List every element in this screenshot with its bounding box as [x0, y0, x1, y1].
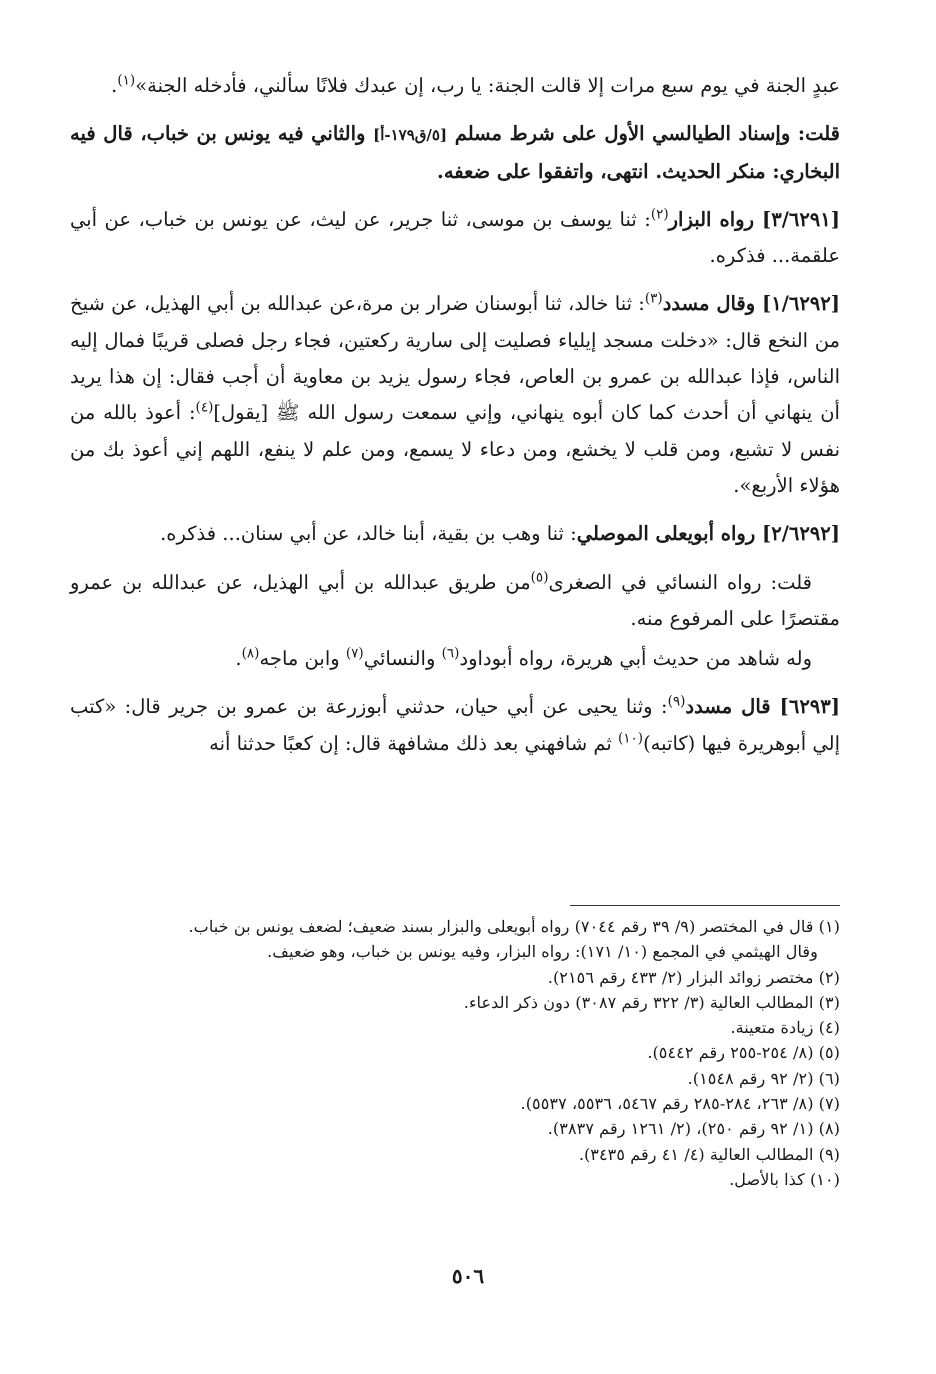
hadith-6293 — [70, 689, 840, 762]
hadith-6291-3 — [70, 202, 840, 275]
footnote: (٧) (٨/ ٢٦٣، ٢٨٤-٢٨٥ رقم ٥٤٦٧، ٥٥٣٦، ٥٥٣٧). — [520, 1094, 840, 1114]
paragraph-1 — [70, 68, 840, 104]
footnote: (٣) المطالب العالية (٣/ ٣٢٢ رقم ٣٠٨٧) دون ذكر الدعاء. — [463, 992, 840, 1012]
footnote-ref: (٩) — [667, 693, 686, 710]
paragraph-text: : ثنا خالد، ثنا أبوسنان ضرار بن مرة،عن عبدالله بن أبي الهذيل، عن شيخ من النخع قال: «دخلت مسجد إيلياء فصليت إلى سارية ركعتين، فجاء رجل فصلى قريبًا فمال إليه الناس، فإذا عبدالله بن عمرو بن العاص، فجاء رسول يزيد بن معاوية أن أجب فقال: إن هذا يريد أن ينهاني أن أحدث كما كان أبوه ينهاني، وإني سمعت رسول الله ﷺ [يقول] — [70, 292, 840, 425]
footnote: (٦) (٢/ ٩٢ رقم ١٥٤٨). — [687, 1068, 840, 1088]
footnote-ref: (٥) — [530, 569, 549, 586]
paragraph-text: قلت: وإسناد الطيالسي الأول على شرط مسلم — [454, 122, 840, 146]
hadith-heading: [٣/٦٢٩١] رواه البزار — [668, 207, 840, 231]
page-number: ٥٠٦ — [451, 1264, 485, 1288]
footnote-ref: (٢) — [650, 206, 669, 223]
hadith-heading: [٦٢٩٣] قال مسدد — [685, 695, 840, 719]
paragraph-comment — [70, 565, 840, 638]
footnote-ref: (١) — [117, 72, 136, 89]
footnote: (١٠) كذا بالأصل. — [729, 1169, 840, 1189]
paragraph-text: عبدٍ الجنة في يوم سبع مرات إلا قالت الجنة: يا رب، إن عبدك فلانًا سألني، فأدخله الجنة» — [135, 74, 840, 97]
hadith-6292-2 — [70, 516, 840, 552]
paragraph-text: والنسائي — [363, 647, 442, 671]
paragraph-text: وابن ماجه — [259, 647, 346, 671]
footnote-ref: (٦) — [441, 645, 460, 662]
paragraph-text: قلت: رواه النسائي في الصغرى — [548, 570, 812, 594]
footnote-continuation: وقال الهيثمي في المجمع (١٠/ ١٧١): رواه البزار، وفيه يونس بن خباب، وهو ضعيف. — [267, 942, 818, 962]
hadith-heading: [٢/٦٢٩٢] رواه أبويعلى الموصلي — [576, 522, 840, 546]
paragraph-witness — [70, 641, 840, 677]
footnote-ref: (٧) — [345, 645, 364, 662]
paragraph-text: : أعوذ بالله من نفس لا تشبع، ومن قلب لا يخشع، ومن دعاء لا يسمع، ومن علم لا ينفع، اللهم إني أعوذ بك من هؤلاء الأربع». — [70, 401, 840, 497]
footnotes — [70, 914, 840, 1192]
paragraph-text: : وثنا يحيى عن أبي حيان، حدثني أبوزرعة بن عمرو بن جرير قال: «كتب إلي أبوهريرة فيها (كاتبه) — [70, 695, 840, 755]
footnote-divider — [570, 905, 840, 906]
footnote: (٨) (١/ ٩٢ رقم ٢٥٠)، (٢/ ١٢٦١ رقم ٣٨٣٧). — [547, 1119, 840, 1139]
footnote-ref: (١٠) — [618, 730, 644, 747]
footnote: (١) قال في المختصر (٩/ ٣٩ رقم ٧٠٤٤) رواه أبويعلى والبزار بسند ضعيف؛ لضعف يونس بن خباب. — [188, 917, 840, 936]
main-text — [70, 68, 840, 762]
manuscript-marker: [٥/ق١٧٩-أ] — [373, 126, 448, 145]
paragraph-2 — [70, 116, 840, 190]
paragraph-text: . — [235, 647, 242, 671]
footnote: (٢) مختصر زوائد البزار (٢/ ٤٣٣ رقم ٢١٥٦). — [547, 967, 840, 987]
hadith-heading: [١/٦٢٩٢] وقال مسدد — [662, 292, 840, 316]
paragraph-text: : ثنا وهب بن بقية، أبنا خالد، عن أبي سنان... فذكره. — [160, 522, 577, 546]
footnote-ref: (٣) — [644, 290, 663, 307]
paragraph-text: : ثنا يوسف بن موسى، ثنا جرير، عن ليث، عن يونس بن خباب، عن أبي علقمة... فذكره. — [70, 207, 840, 268]
paragraph-text: وله شاهد من حديث أبي هريرة، رواه أبوداود — [459, 647, 812, 671]
paragraph-text: . — [111, 74, 118, 97]
footnote: (٥) (٨/ ٢٥٤-٢٥٥ رقم ٥٤٤٢). — [647, 1043, 840, 1063]
paragraph-text: من طريق عبدالله بن أبي الهذيل، عن عبدالله بن عمرو مقتصرًا على المرفوع منه. — [70, 570, 840, 630]
paragraph-text: ثم شافهني بعد ذلك مشافهة قال: إن كعبًا حدثنا أنه — [209, 731, 618, 755]
paragraph-text: والثاني فيه يونس بن خباب، قال فيه البخاري: منكر الحديث. انتهى، واتفقوا على ضعفه. — [70, 122, 840, 183]
hadith-6292-1 — [70, 286, 840, 504]
footnote-ref: (٨) — [241, 645, 260, 662]
footnote: (٤) زيادة متعينة. — [730, 1018, 840, 1038]
footnote-ref: (٤) — [195, 399, 214, 416]
footnote: (٩) المطالب العالية (٤/ ٤١ رقم ٣٤٣٥). — [578, 1144, 840, 1164]
